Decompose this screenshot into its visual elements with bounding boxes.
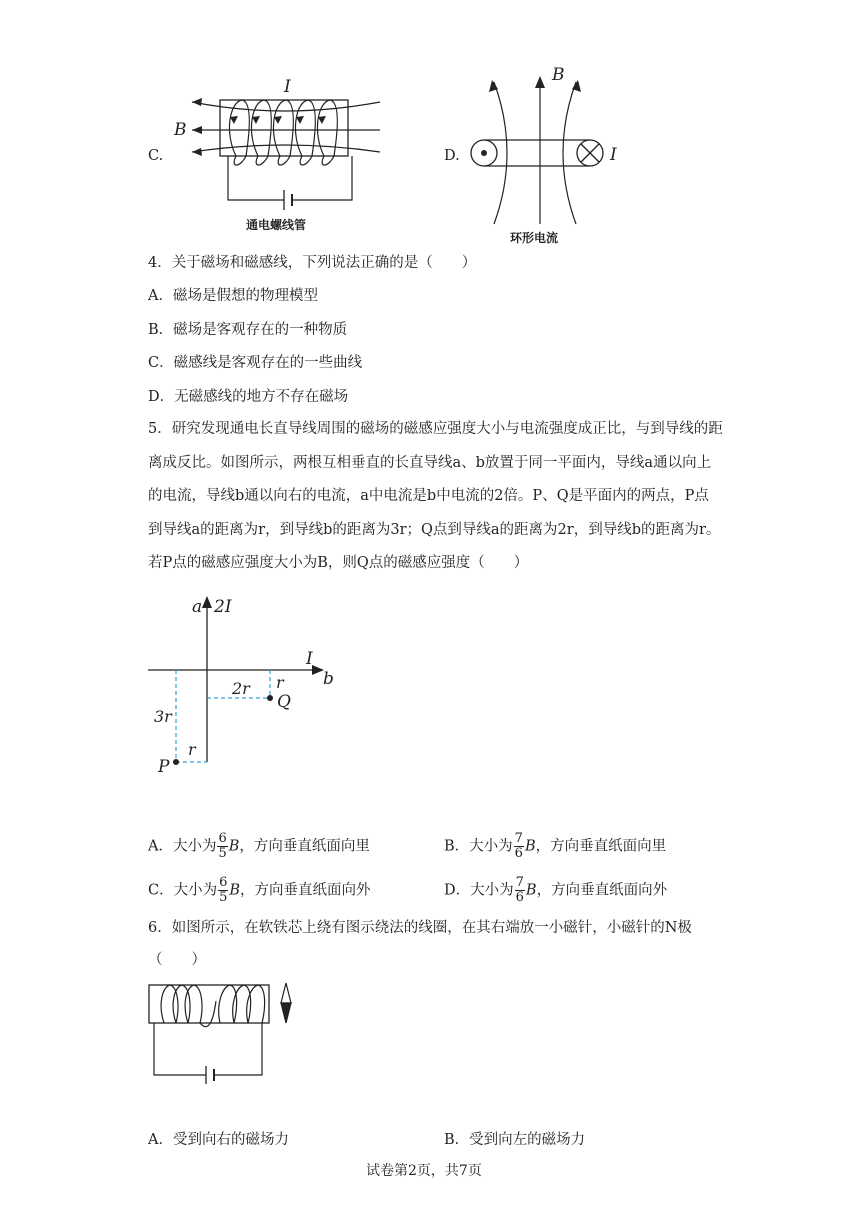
ring-caption: 环形电流 xyxy=(510,231,559,245)
q4-stem: 4．关于磁场和磁感线，下列说法正确的是（ ） xyxy=(148,255,477,271)
q-dist-a-label: 2r xyxy=(232,679,250,698)
q4-option-d: D．无磁感线的地方不存在磁场 xyxy=(148,389,349,405)
option-c-label: C. xyxy=(148,148,164,164)
q5-option-b: B．大小为 $\frac{7}{6}$ B，方向垂直纸面向里 xyxy=(444,831,667,861)
ring-current-label: I xyxy=(610,145,617,165)
q6-answer-blank: （ ） xyxy=(148,952,206,968)
q5-option-d: D．大小为 $\frac{7}{6}$ B，方向垂直纸面向外 xyxy=(444,875,668,905)
ring-field-label: B xyxy=(552,65,565,85)
q4-option-b: B．磁场是客观存在的一种物质 xyxy=(148,322,348,338)
point-p-label: P xyxy=(158,757,170,777)
solenoid-diagram xyxy=(174,72,395,237)
q6-option-a: A．受到向右的磁场力 xyxy=(148,1132,289,1148)
point-q-label: Q xyxy=(277,692,291,712)
solenoid-current-label: I xyxy=(284,77,291,97)
q-dist-b-label: r xyxy=(276,673,284,692)
q6-option-b: B．受到向左的磁场力 xyxy=(444,1132,586,1148)
p-dist-a-label: r xyxy=(188,740,196,759)
wire-b-label: b xyxy=(323,669,334,689)
q5-stem: 5．研究发现通电长直导线周围的磁场的磁感应强度大小与电流强度成正比，与到导线的距离成反比。如图所示，两根互相垂直的长直导线a、b放置于同一平面内，导线a通以向上的电流，导线b通以向右的电流，a中电流是b中电流的2倍。P、Q是平面内的两点，P点到导线a的距离为r，到导线b的距离为3r；Q点到导线a的距离为2r，到导线b的距离为r。若P点的磁感应强度大小为B，则Q点的磁感应强度（ ） xyxy=(148,421,723,571)
q6-coil-diagram xyxy=(140,975,310,1090)
solenoid-caption: 通电螺线管 xyxy=(246,218,307,232)
q4-option-a: A．磁场是假想的物理模型 xyxy=(148,288,318,304)
solenoid-field-label: B xyxy=(174,120,187,140)
q5-option-a: A．大小为 $\frac{6}{5}$ B，方向垂直纸面向里 xyxy=(148,831,370,861)
option-d-label: D. xyxy=(444,148,460,164)
wire-a-label: a xyxy=(192,597,203,617)
page-footer: 试卷第2页，共7页 xyxy=(366,1163,482,1179)
wire-a-current: 2I xyxy=(214,597,232,617)
q6-stem: 6．如图所示，在软铁芯上绕有图示绕法的线圈，在其右端放一小磁针，小磁针的N极 xyxy=(148,920,692,936)
q4-option-c: C．磁感线是客观存在的一些曲线 xyxy=(148,355,363,371)
wire-b-current: I xyxy=(306,649,313,669)
p-dist-b-label: 3r xyxy=(154,707,172,726)
q5-option-c: C．大小为 $\frac{6}{5}$ B，方向垂直纸面向外 xyxy=(148,875,371,905)
q5-wires-diagram xyxy=(140,590,350,780)
ring-current-diagram xyxy=(472,65,642,233)
